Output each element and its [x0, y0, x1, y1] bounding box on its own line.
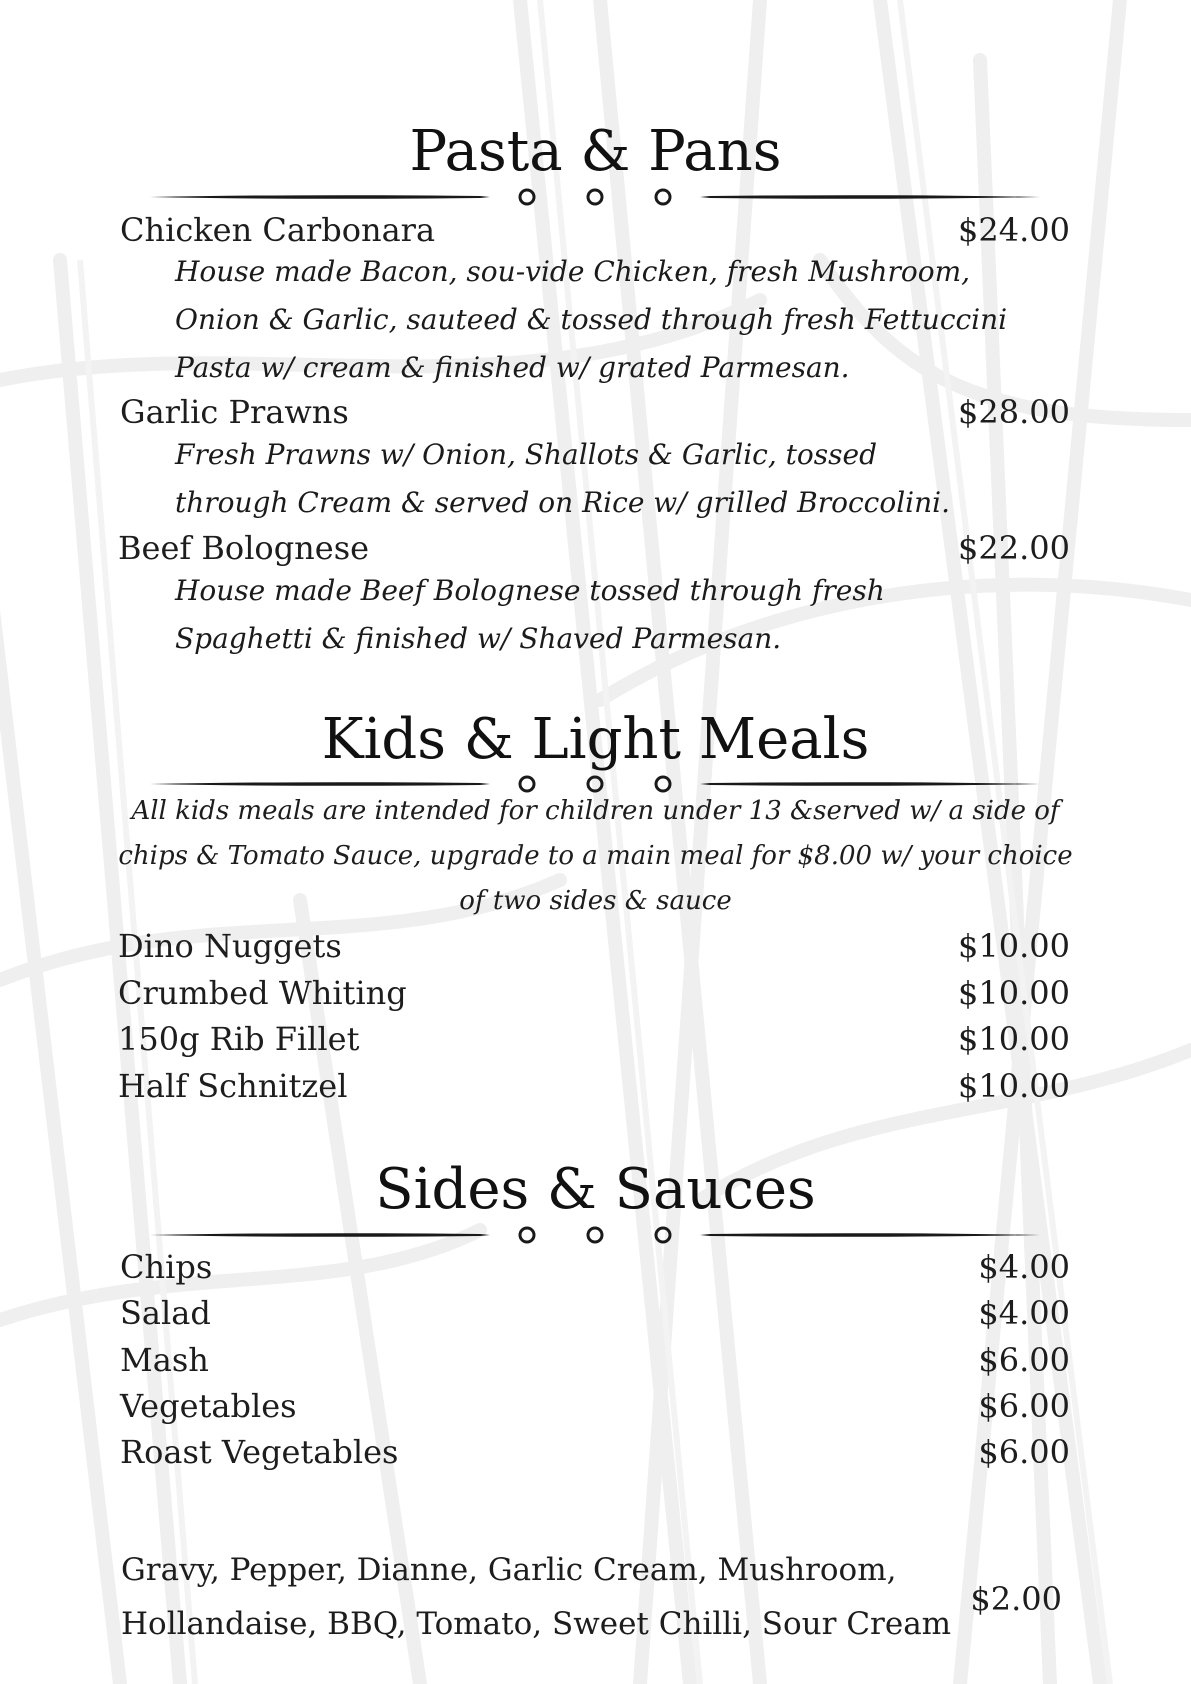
- menu-item-price: $28.00: [958, 393, 1070, 431]
- menu-item-price: $10.00: [958, 1020, 1070, 1058]
- menu-item-description: Fresh Prawns w/ Onion, Shallots & Garlic, tossed: [175, 438, 878, 471]
- menu-item-name: Roast Vegetables: [120, 1433, 399, 1471]
- menu-item-name: Dino Nuggets: [118, 927, 342, 965]
- menu-item-name: Garlic Prawns: [120, 393, 349, 431]
- menu-item-name: Crumbed Whiting: [118, 974, 407, 1012]
- sauce-list: Hollandaise, BBQ, Tomato, Sweet Chilli, Sour Cream: [121, 1606, 952, 1642]
- menu-item-name: Half Schnitzel: [118, 1067, 348, 1105]
- menu-item-name: Mash: [120, 1341, 209, 1379]
- menu-item-description: House made Beef Bolognese tossed through fresh: [175, 574, 885, 607]
- menu-item-description: through Cream & served on Rice w/ grilled Broccolini.: [175, 486, 950, 519]
- menu-item-price: $6.00: [978, 1341, 1070, 1379]
- menu-item-price: $10.00: [958, 1067, 1070, 1105]
- menu-item-name: Chicken Carbonara: [120, 211, 436, 249]
- ornament-divider: [150, 1223, 1040, 1247]
- menu-item-price: $10.00: [958, 974, 1070, 1012]
- menu-item-price: $24.00: [958, 211, 1070, 249]
- menu-item-description: House made Bacon, sou-vide Chicken, fresh Mushroom,: [175, 255, 971, 288]
- menu-item-price: $22.00: [958, 529, 1070, 567]
- kids-meals-note: of two sides & sauce: [459, 886, 732, 916]
- menu-item-price: $4.00: [978, 1294, 1070, 1332]
- kids-meals-note: chips & Tomato Sauce, upgrade to a main meal for $8.00 w/ your choice: [118, 841, 1073, 871]
- ornament-divider: [150, 185, 1040, 209]
- menu-item-price: $6.00: [978, 1387, 1070, 1425]
- kids-meals-note: All kids meals are intended for children under 13 &served w/ a side of: [131, 796, 1060, 826]
- menu-item-name: 150g Rib Fillet: [118, 1020, 360, 1058]
- sauce-price: $2.00: [970, 1580, 1062, 1618]
- sauce-list: Gravy, Pepper, Dianne, Garlic Cream, Mushroom,: [121, 1552, 897, 1588]
- menu-item-price: $6.00: [978, 1433, 1070, 1471]
- section-title-pasta: Pasta & Pans: [409, 119, 782, 184]
- menu-item-description: Pasta w/ cream & finished w/ grated Parmesan.: [175, 351, 850, 384]
- menu-item-name: Beef Bolognese: [118, 529, 370, 567]
- menu-item-name: Vegetables: [120, 1387, 297, 1425]
- menu-item-description: Spaghetti & finished w/ Shaved Parmesan.: [175, 622, 782, 655]
- ornament-divider: [150, 772, 1040, 796]
- section-title-kids: Kids & Light Meals: [321, 707, 870, 772]
- section-title-sides: Sides & Sauces: [375, 1157, 816, 1222]
- menu-item-name: Salad: [120, 1294, 211, 1332]
- menu-item-price: $10.00: [958, 927, 1070, 965]
- menu-item-description: Onion & Garlic, sauteed & tossed through fresh Fettuccini: [175, 303, 1008, 336]
- menu-item-price: $4.00: [978, 1248, 1070, 1286]
- menu-item-name: Chips: [120, 1248, 213, 1286]
